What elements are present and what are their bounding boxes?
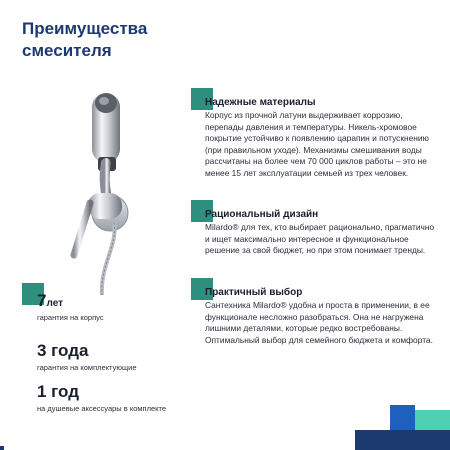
corner-decor-navy bbox=[355, 430, 450, 450]
stat-desc: гарантия на комплектующие bbox=[37, 363, 137, 372]
corner-decor-mint bbox=[415, 410, 450, 430]
stat-components-warranty bbox=[37, 341, 137, 372]
page-title bbox=[22, 18, 182, 62]
feature-design bbox=[205, 209, 440, 257]
feature-materials bbox=[205, 97, 440, 180]
stat-body-warranty bbox=[37, 291, 104, 322]
feature-heading: Рациональный дизайн bbox=[205, 209, 319, 220]
feature-heading: Надежные материалы bbox=[205, 97, 316, 108]
feature-text: Milardo® для тех, кто выбирает рационально, прагматично и ищет максимально интересное и функциональное решение за свой бюджет, но при этом понимает тренды. bbox=[205, 222, 435, 256]
stat-accessories-warranty bbox=[37, 382, 166, 413]
title-line-1: Преимущества bbox=[22, 19, 148, 38]
feature-text: Корпус из прочной латуни выдерживает коррозию, перепады давления и температуры. Никель-хромовое покрытие устойчиво к появлению царапин и потускнению (при правильном уходе). Механизмы смешивания воды рассчитаны на более чем 70 000 циклов работы – это не менее 15 лет эксплуатации семьей из трех человек. bbox=[205, 110, 429, 178]
stat-value: 1 год bbox=[37, 382, 79, 401]
title-line-2: смесителя bbox=[22, 41, 112, 60]
stat-unit: лет bbox=[46, 298, 64, 309]
feature-heading: Практичный выбор bbox=[205, 287, 303, 298]
corner-decor-blue bbox=[390, 405, 415, 430]
faucet-illustration bbox=[40, 85, 180, 295]
stat-value: 7 bbox=[37, 291, 47, 310]
corner-decor-dot bbox=[0, 446, 4, 450]
stat-desc: на душевые аксессуары в комплекте bbox=[37, 404, 167, 413]
stat-desc: гарантия на корпус bbox=[37, 313, 104, 322]
feature-practical bbox=[205, 287, 440, 346]
feature-text: Сантехника Milardo® удобна и проста в применении, в ее функционале несложно разобраться. Она не нагружена лишними деталями, которые редко востребованы. Оптимальный выбор для семейного бюджета и комфорта. bbox=[205, 300, 433, 345]
stat-value: 3 года bbox=[37, 341, 89, 360]
